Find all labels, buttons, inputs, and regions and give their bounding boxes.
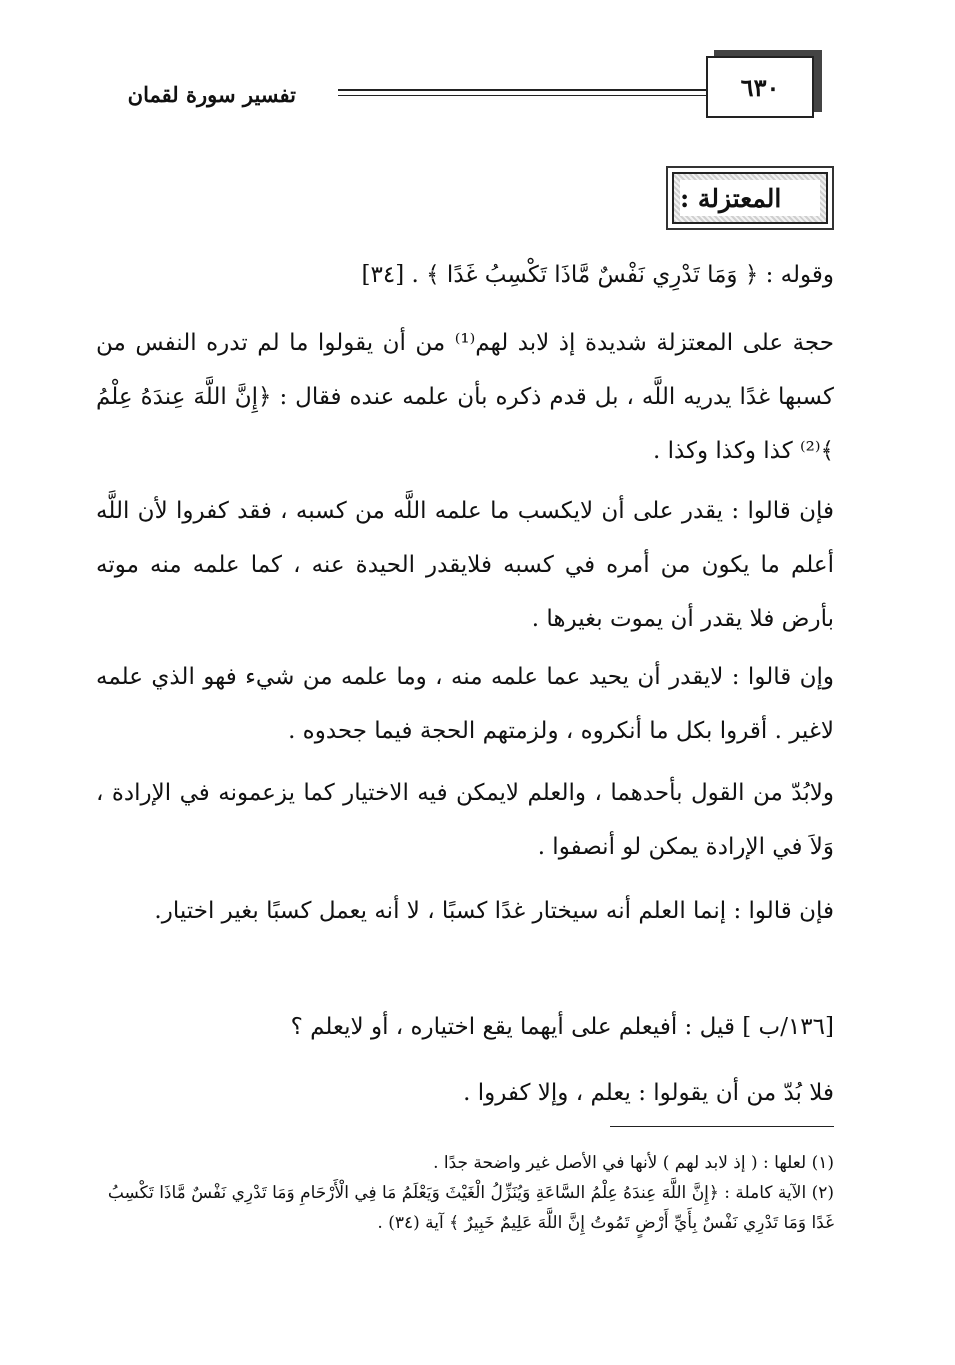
paragraph-text: حجة على المعتزلة شديدة إذ لابد لهم⁽¹⁾ من أن يقولوا ما لم تدره النفس من كسبها غدًا يدريه اللَّه ، بل قدم ذكره بأن علمه عنده فقال : ﴿إِنَّ اللَّهَ عِندَهُ عِلْمُ ﴾⁽²⁾ كذا وكذا وكذا . — [96, 330, 834, 464]
paragraph-7 — [96, 1066, 834, 1120]
paragraph-text: ولابُدّ من القول بأحدهما ، والعلم لايمكن فيه الاختيار كما يزعمونه في الإرادة ، وَلاَ في الإرادة يمكن لو أنصفوا . — [96, 780, 834, 860]
section-heading: المعتزلة : — [680, 180, 820, 216]
paragraph-3 — [96, 650, 834, 758]
paragraph-text: فإن قالوا : يقدر على أن لايكسب ما علمه اللَّه من كسبه ، فقد كفروا لأن اللَّه أعلم ما يكون من أمره في كسبه فلايقدر الحيدة عنه ، كما علمه منه موته بأرض فلا يقدر أن يموت بغيرها . — [96, 498, 834, 632]
paragraph-6 — [96, 1000, 834, 1054]
section-heading-box — [672, 172, 828, 224]
paragraph-text: وإن قالوا : لايقدر أن يحيد عما علمه منه ، وما علمه من شيء فهو الذي علمه لاغير . أقروا بكل ما أنكروه ، ولزمتهم الحجة فيما جحدوه . — [96, 664, 834, 744]
paragraph-5 — [96, 884, 834, 938]
paragraph-text: فإن قالوا : إنما العلم أنه سيختار غدًا كسبًا ، لا أنه يعمل كسبًا بغير اختيار. — [154, 898, 834, 924]
paragraph-2 — [96, 484, 834, 646]
footnote-separator — [610, 1126, 834, 1127]
page-number-box — [706, 56, 814, 118]
paragraph-4 — [96, 766, 834, 874]
verse-text: وقوله : ﴿ وَمَا تَدْرِي نَفْسٌ مَّاذَا تَكْسِبُ غَدًا ﴾ . [٣٤] — [361, 262, 834, 288]
page-number: ٦٣٠ — [740, 72, 780, 102]
header-rule — [338, 89, 706, 96]
footnotes — [96, 1148, 834, 1238]
verse-line — [96, 248, 834, 302]
footnote-2: (٢) الآية كاملة : ﴿إِنَّ اللَّهَ عِندَهُ عِلْمُ السَّاعَةِ وَيُنَزِّلُ الْغَيْثَ وَيَعْلَمُ مَا فِي الْأَرْحَامِ وَمَا تَدْرِي نَفْسٌ مَّاذَا تَكْسِبُ غَدًا وَمَا تَدْرِي نَفْسٌ بِأَيِّ أَرْضٍ تَمُوتُ إِنَّ اللَّهَ عَلِيمٌ خَبِيرٌ ﴾ آية (٣٤) . — [107, 1183, 834, 1233]
footnote-1: (١) لعلها : ( إذ لابد لهم ) لأنها في الأصل غير واضحة جدًا . — [433, 1153, 834, 1173]
paragraph-text: فلا بُدّ من أن يقولوا : يعلم ، وإلا كفروا . — [463, 1080, 834, 1106]
paragraph-text: [١٣٦/ب ] قيل : أفيعلم على أيهما يقع اختياره ، أو لايعلم ؟ — [290, 1014, 834, 1040]
paragraph-1 — [96, 316, 834, 478]
running-title: تفسير سورة لقمان — [127, 82, 296, 107]
